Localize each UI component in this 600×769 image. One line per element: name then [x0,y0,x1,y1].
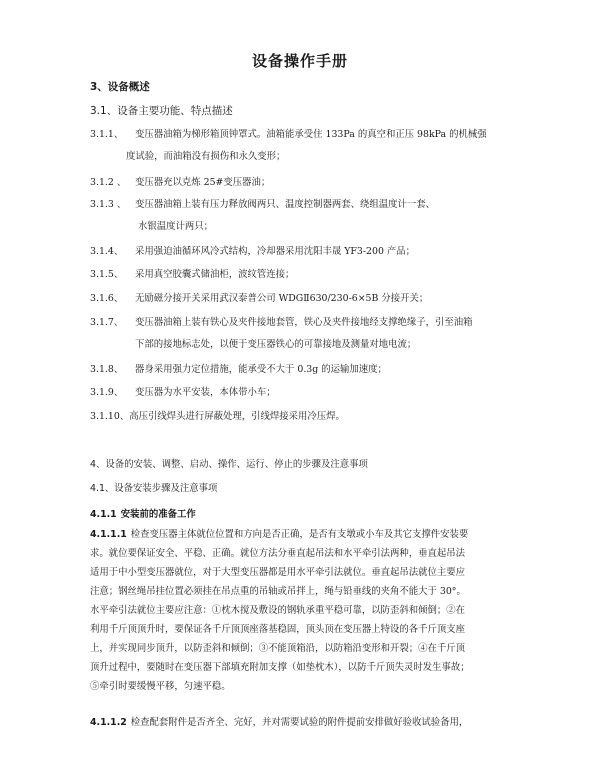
paragraph-line: 顶升过程中，要随时在变压器下部填充附加支撑（如垫枕木），以防千斤顶失灵时发生事故； [90,662,470,673]
item-text: 变压器油箱上装有铁心及夹件接地套管，铁心及夹件接地经支撑绝缘子，引至油箱 [135,317,473,328]
item-3-1-7 [90,316,473,330]
paragraph-number: 4.1.1.1 [90,529,127,540]
item-3-1-9 [90,386,276,400]
paragraph-line: 上，并实现同步顶升，以防歪斜和倾倒；③不能顶箱沿，以防箱沿变形和开裂；④在千斤顶 [90,643,466,654]
item-3-1-6 [90,292,428,306]
paragraph-4-1-1-2 [90,716,468,730]
paragraph-line: 注意；钢丝绳吊挂位置必须挂在吊点重的吊轴或吊拌上，绳与铅垂线的夹角不能大于 30°。 [90,586,466,597]
section-4-1-heading: 4.1、设备安装步骤及注意事项 [90,483,218,494]
item-number: 3.1.7、 [90,317,124,328]
section-4-1-1-heading [90,508,196,522]
paragraph-line: ⑤牵引时要缓慢平移，匀速平稳。 [90,681,231,692]
item-text: 变压器为水平安装，本体带小车； [135,387,276,398]
paragraph-line: 利用千斤顶顶升时，要保证各千斤顶顶座落基稳固，顶头顶在变压器上特设的各千斤顶支座 [90,624,466,635]
heading-number: 4.1.1 [90,509,117,520]
paragraph-4-1-1-1 [90,525,510,696]
item-text: 变压器油箱上装有压力释放阀两只、温度控制器两套、绕组温度计一套、 [135,199,436,210]
item-number: 3.1.1、 [90,129,124,140]
item-3-1-4 [90,245,415,259]
item-text: 高压引线焊头进行屏蔽处理，引线焊接采用冷压焊。 [129,411,345,422]
page-title: 设备操作手册 [251,52,348,70]
item-3-1-5 [90,268,294,282]
paragraph-line: 4.1.1.1 检查变压器主体就位位置和方向是否正确，是否有支墩或小车及其它支撑件安装要 [90,529,469,540]
item-number: 3.1.9、 [90,387,124,398]
item-number: 3.1.6、 [90,293,124,304]
paragraph-text: 检查配套附件是否齐全、完好，并对需要试验的附件提前安排做好验收试验备用， [130,717,469,728]
item-text: 采用强迫油循环风冷式结构，冷却器采用沈阳丰晟 YF3-200 产品； [135,246,416,257]
item-number: 3.1.10、 [90,411,130,422]
paragraph-number: 4.1.1.2 [90,717,127,728]
item-text: 器身采用强力定位措施，能承受不大于 0.3g 的运输加速度； [135,364,387,375]
item-3-1-2 [90,176,270,190]
item-number: 3.1.3 、 [90,199,127,210]
section-3-heading: 3、设备概述 [90,81,150,93]
item-text: 无励磁分接开关采用武汉泰普公司 WDGⅡ630/230-6×5B 分接开关； [135,293,429,304]
paragraph-line: 水平牵引法就位主要应注意：①枕木搅及敷设的钢轨承重平稳可靠，以防歪斜和倾倒；②在 [90,605,466,616]
item-3-1-8 [90,363,387,377]
section-3-1-heading: 3.1、设备主要功能、特点描述 [90,105,233,117]
item-3-1-7-cont: 下部的接地标志处，以便于变压器铁心的可靠接地及测量对地电流； [135,339,417,350]
item-number: 3.1.4、 [90,246,124,257]
item-3-1-3 [90,198,435,212]
item-text: 变压器油箱为梯形箱顶钟罩式。油箱能承受住 133Pa 的真空和正压 98kPa 的机械强 [135,129,487,140]
section-4-heading: 4、设备的安装、调整、启动、操作、运行、停止的步骤及注意事项 [90,459,368,470]
item-3-1-1-cont: 度试验，而油箱没有损伤和永久变形； [126,151,286,162]
heading-text: 安装前的准备工作 [120,509,196,520]
item-number: 3.1.2 、 [90,177,127,188]
item-number: 3.1.5、 [90,269,124,280]
item-text: 采用真空胶囊式储油柜，波纹管连接； [135,269,295,280]
item-3-1-10 [90,410,345,424]
item-text: 变压器充以克炼 25#变压器油； [135,177,271,188]
item-3-1-3-cont: 水银温度计两只； [138,221,214,232]
item-3-1-1 [90,128,487,142]
paragraph-line: 求。就位要保证安全、平稳、正确。就位方法分垂直起吊法和水平牵引法两种，垂直起吊法 [90,548,466,559]
paragraph-line: 适用于中小型变压器就位，对于大型变压器都是用水平牵引法就位。垂直起吊法就位主要应 [90,567,466,578]
item-number: 3.1.8、 [90,364,124,375]
